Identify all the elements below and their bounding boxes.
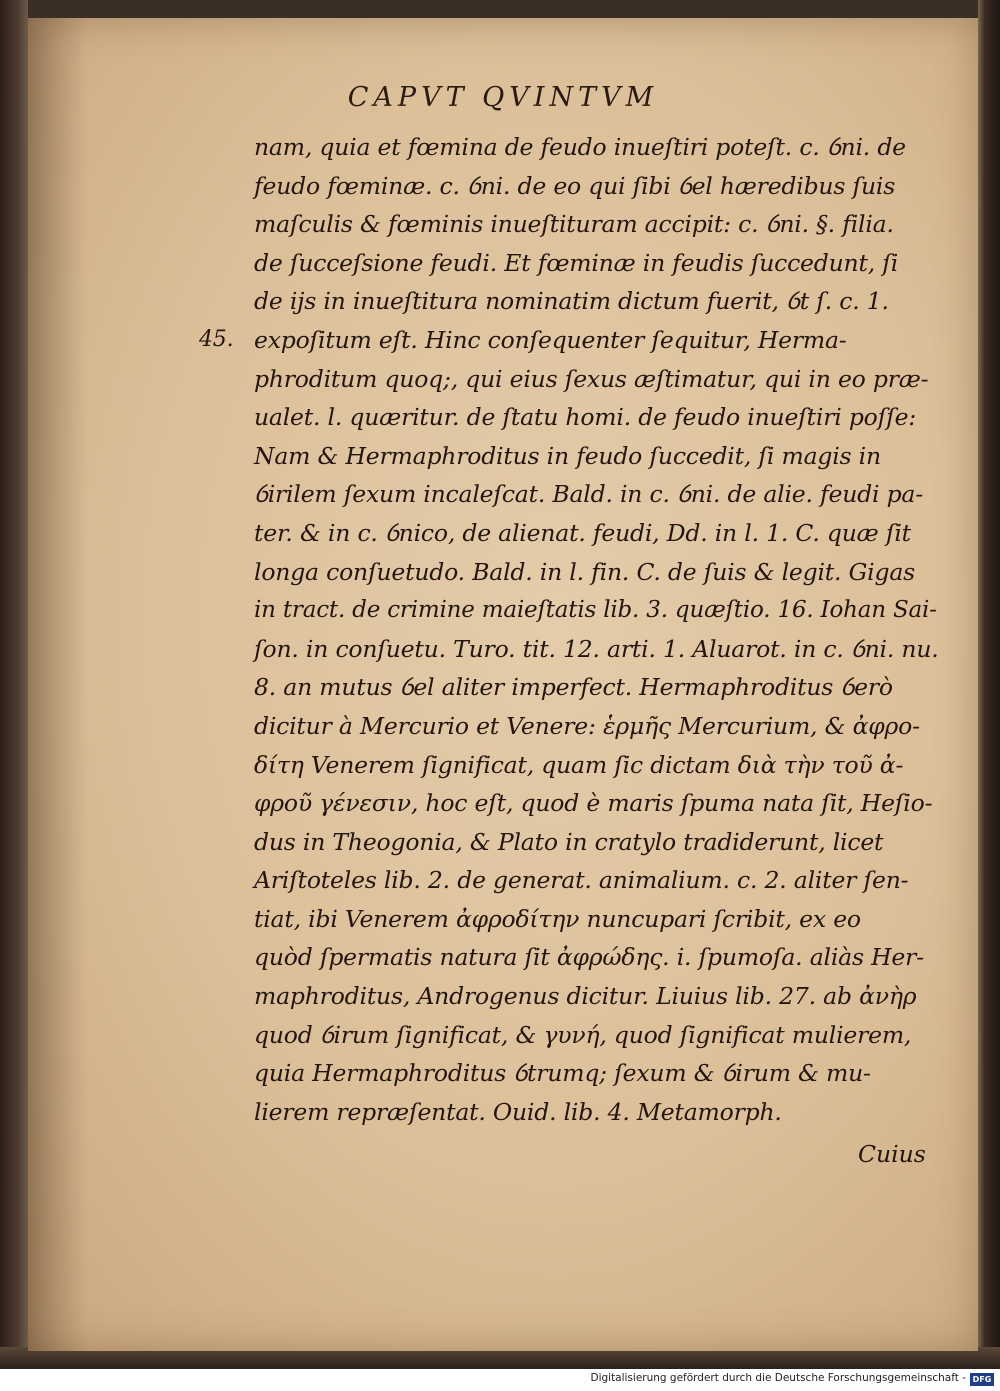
book-binding-left xyxy=(0,0,28,1391)
text-line: longa conſuetudo. Bald. in l. fin. C. de ſuis & legit. Gigas xyxy=(254,557,915,586)
dfg-logo: DFG xyxy=(970,1373,994,1386)
text-line: ualet. l. quæritur. de ſtatu homi. de feudo inueſtiri poſſe: xyxy=(254,403,917,432)
catchword: Cuius xyxy=(858,1140,926,1168)
footer-bar xyxy=(0,1369,1000,1391)
text-line: dus in Theogonia, & Plato in cratylo tradiderunt, licet xyxy=(254,827,884,856)
book-edge-right xyxy=(978,0,1000,1391)
running-head: CAPVT QVINTVM xyxy=(347,82,659,113)
body-text xyxy=(199,128,939,1131)
text-line: δίτη Venerem ſignificat, quam ſic dictam διὰ τὴν τοῦ ἀ- xyxy=(254,750,904,779)
funding-notice: Digitalisierung gefördert durch die Deutsche Forschungsgemeinschaft - xyxy=(590,1372,966,1384)
text-line: nam, quia et fœmina de feudo inueſtiri poteſt. c. ỽni. de xyxy=(254,133,906,161)
margin-note: 45. xyxy=(199,326,234,352)
text-line: in tract. de crimine maieſtatis lib. 3. quæſtio. 16. Iohan Sai- xyxy=(254,597,937,624)
text-line: 8. an mutus ỽel aliter imperfect. Hermaphroditus ỽerò xyxy=(254,673,893,702)
text-line: quia Hermaphroditus ỽtrumq; ſexum & ỽirum & mu- xyxy=(254,1059,871,1088)
text-line: φροῦ γένεσιν, hoc eſt, quod è maris ſpuma nata ſit, Heſio- xyxy=(254,789,933,818)
text-line: ter. & in c. ỽnico, de alienat. feudi, Dd. in l. 1. C. quæ ſit xyxy=(254,518,911,547)
page-gutter-shadow xyxy=(28,18,88,1351)
text-line: maſculis & fœminis inueſtituram accipit: c. ỽni. §. filia. xyxy=(254,210,894,239)
text-line: quod ỽirum ſignificat, & γυνή, quod ſignificat mulierem, xyxy=(254,1020,912,1049)
text-line: quòd ſpermatis natura ſit ἀφρώδης. i. ſpumoſa. aliàs Her- xyxy=(254,943,924,972)
book-page xyxy=(28,18,978,1351)
text-line-with-margin-note xyxy=(199,321,934,360)
text-line: ſon. in conſuetu. Turo. tit. 12. arti. 1. Aluarot. in c. ỽni. nu. xyxy=(254,634,939,663)
text-line: Ariſtoteles lib. 2. de generat. animalium. c. 2. aliter ſen- xyxy=(254,866,909,895)
text-line: phroditum quoq;, qui eius ſexus æſtimatur, qui in eo præ- xyxy=(254,364,929,393)
text-line: feudo fœminæ. c. ỽni. de eo qui ſibi ỽel hæredibus ſuis xyxy=(254,171,896,200)
text-line: ỽirilem ſexum incaleſcat. Bald. in c. ỽni. de alie. feudi pa- xyxy=(254,480,923,509)
text-line: maphroditus, Androgenus dicitur. Liuius lib. 27. ab ἀνὴρ xyxy=(254,982,917,1011)
text-line: expoſitum eſt. Hinc conſequenter ſequitur, Herma- xyxy=(254,325,847,354)
text-line: Nam & Hermaphroditus in feudo ſuccedit, ſi magis in xyxy=(254,441,881,470)
text-line: de ijs in inueſtitura nominatim dictum fuerit, ỽt ſ. c. 1. xyxy=(254,287,889,316)
text-line: tiat, ibi Venerem ἀφροδίτην nuncupari ſcribit, ex eo xyxy=(254,904,861,933)
text-line: de ſucceſsione feudi. Et fœminæ in feudis ſuccedunt, ſi xyxy=(254,248,899,277)
text-line: dicitur à Mercurio et Venere: ἑρμῆς Mercurium, & ἀφρο- xyxy=(254,711,920,740)
text-line: lierem repræſentat. Ouid. lib. 4. Metamorph. xyxy=(254,1097,782,1126)
